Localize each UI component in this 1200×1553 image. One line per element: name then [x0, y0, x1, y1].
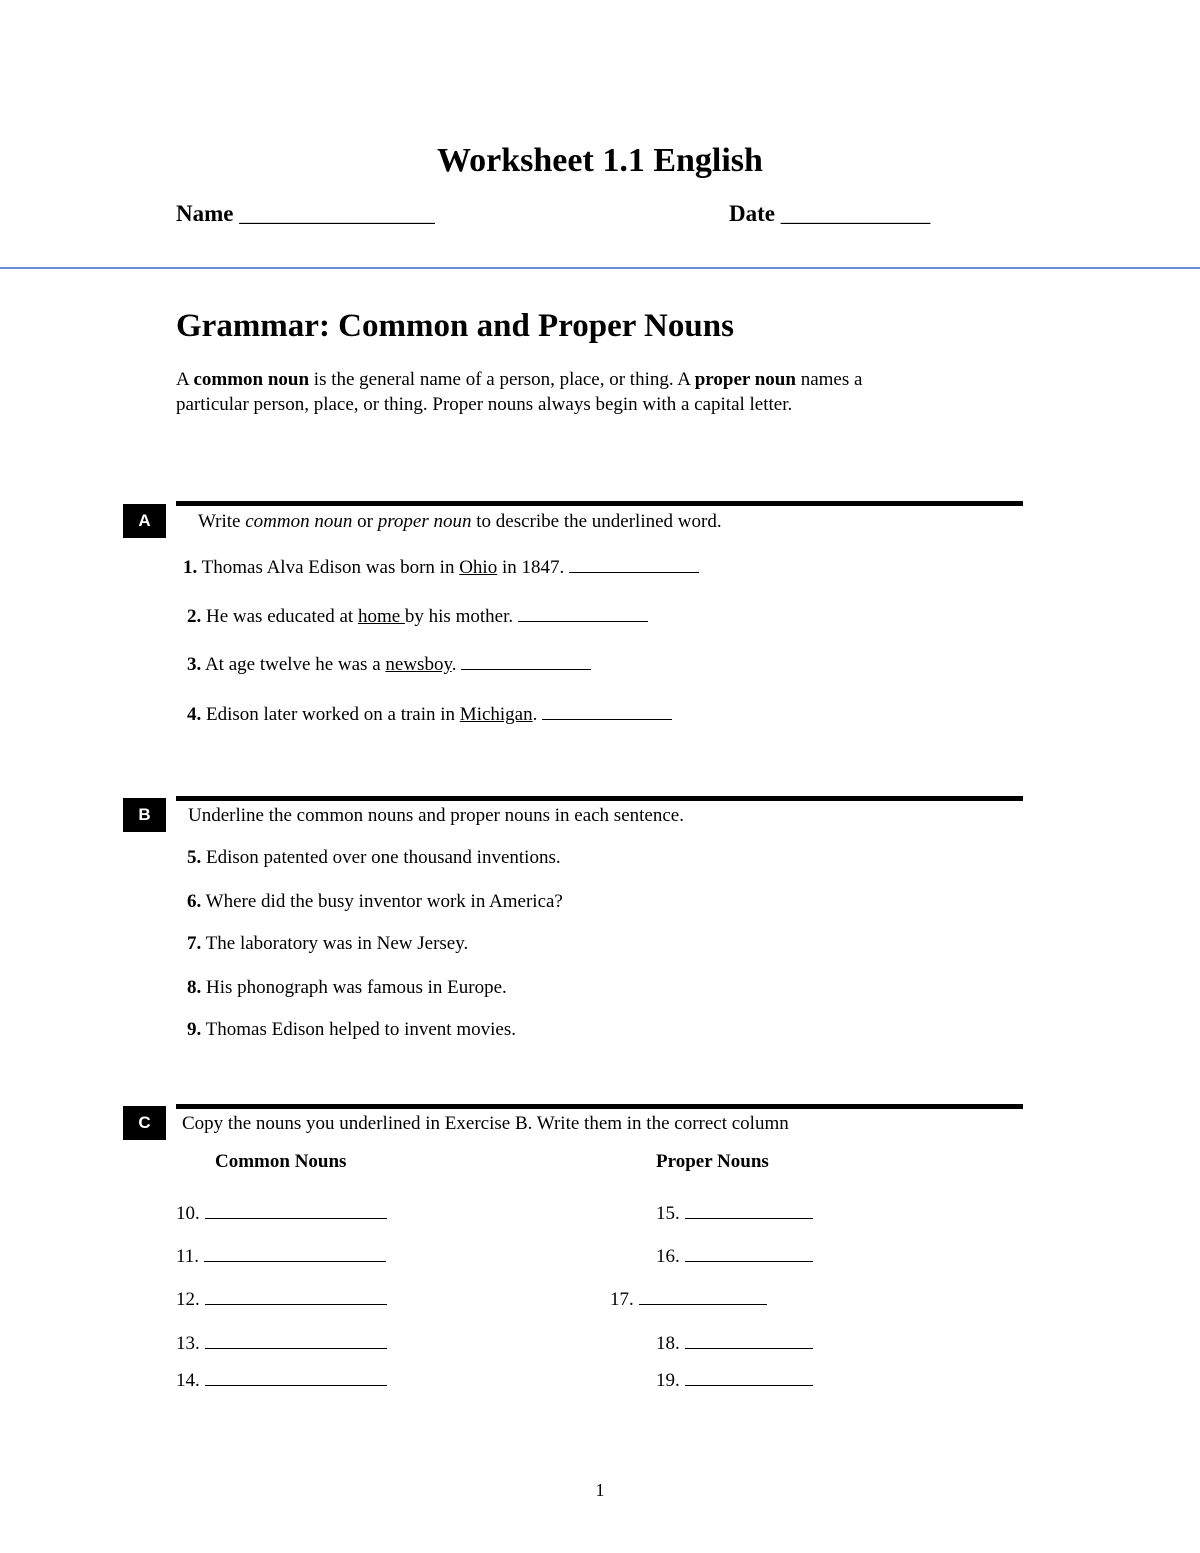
date-field[interactable] — [729, 201, 930, 227]
common-answer-14[interactable] — [176, 1367, 387, 1392]
section-a-instructions — [198, 511, 722, 533]
instr-a-text-3: to describe the underlined word. — [471, 511, 722, 532]
question-5[interactable] — [187, 847, 561, 869]
underlined-word: Michigan — [459, 704, 533, 725]
answer-number: 13. — [176, 1333, 200, 1354]
underlined-word: newsboy — [385, 654, 452, 675]
answer-blank[interactable] — [542, 701, 672, 720]
section-b-badge: B — [123, 798, 166, 832]
answer-number: 10. — [176, 1203, 200, 1224]
section-b-rule — [176, 796, 1023, 801]
question-9[interactable] — [187, 1019, 516, 1041]
answer-blank[interactable] — [685, 1200, 813, 1219]
answer-blank[interactable] — [569, 554, 699, 573]
proper-answer-18[interactable] — [656, 1330, 813, 1355]
question-text[interactable]: His phonograph was famous in Europe. — [206, 977, 507, 998]
term-proper-noun: proper noun — [694, 369, 796, 390]
question-text-end: by his mother. — [404, 606, 518, 627]
answer-number: 18. — [656, 1333, 680, 1354]
answer-blank[interactable] — [205, 1367, 387, 1386]
date-blank[interactable]: _____________ — [780, 201, 931, 226]
instr-a-common-noun: common noun — [245, 511, 353, 532]
answer-blank[interactable] — [518, 603, 648, 622]
answer-number: 16. — [656, 1246, 680, 1267]
intro-text-2: is the general name of a person, place, or thing. A — [309, 369, 695, 390]
intro-text-1: A — [176, 369, 194, 390]
question-text[interactable]: Thomas Edison helped to invent movies. — [205, 1019, 516, 1040]
question-7[interactable] — [187, 933, 468, 955]
answer-blank[interactable] — [685, 1330, 813, 1349]
instr-a-text-2: or — [352, 511, 378, 532]
question-number: 2. — [187, 606, 202, 627]
answer-number: 14. — [176, 1370, 200, 1391]
question-text-end: . — [451, 654, 462, 675]
intro-text-3: names a particular person, place, or thing. Proper nouns always begin with a capital letter. — [176, 369, 863, 415]
question-number: 3. — [187, 654, 202, 675]
question-number: 9. — [187, 1019, 202, 1040]
common-answer-12[interactable] — [176, 1286, 387, 1311]
name-field[interactable] — [176, 201, 435, 227]
question-text[interactable]: Edison patented over one thousand inventions. — [206, 847, 561, 868]
proper-answer-15[interactable] — [656, 1200, 813, 1225]
date-label: Date — [729, 201, 775, 226]
proper-answer-16[interactable] — [656, 1243, 813, 1268]
question-text: Edison later worked on a train in — [206, 704, 460, 725]
answer-number: 17. — [610, 1289, 634, 1310]
answer-blank[interactable] — [685, 1367, 813, 1386]
answer-blank[interactable] — [461, 651, 591, 670]
question-number: 5. — [187, 847, 202, 868]
answer-blank[interactable] — [639, 1286, 767, 1305]
question-3 — [187, 651, 591, 676]
answer-blank[interactable] — [205, 1200, 387, 1219]
question-number: 1. — [183, 557, 198, 578]
instr-a-proper-noun: proper noun — [377, 511, 472, 532]
common-answer-10[interactable] — [176, 1200, 387, 1225]
question-number: 8. — [187, 977, 202, 998]
name-label: Name — [176, 201, 234, 226]
answer-blank[interactable] — [205, 1286, 387, 1305]
question-number: 4. — [187, 704, 202, 725]
section-c-rule — [176, 1104, 1023, 1109]
question-text[interactable]: The laboratory was in New Jersey. — [205, 933, 469, 954]
question-1 — [183, 554, 699, 579]
header-divider — [0, 267, 1200, 269]
answer-blank[interactable] — [205, 1330, 387, 1349]
worksheet-title: Worksheet 1.1 English — [437, 142, 763, 179]
name-blank[interactable]: _________________ — [239, 201, 435, 226]
section-c-instructions: Copy the nouns you underlined in Exercise B. Write them in the correct column — [182, 1113, 789, 1134]
term-common-noun: common noun — [193, 369, 310, 390]
section-b-instructions: Underline the common nouns and proper nouns in each sentence. — [188, 805, 684, 826]
question-text-end: in 1847. — [497, 557, 569, 578]
answer-blank[interactable] — [204, 1243, 386, 1262]
proper-answer-19[interactable] — [656, 1367, 813, 1392]
proper-answer-17[interactable] — [610, 1286, 767, 1311]
question-6[interactable] — [187, 891, 563, 913]
common-nouns-heading: Common Nouns — [215, 1151, 347, 1172]
instr-a-text-1: Write — [198, 511, 246, 532]
question-text-end: . — [532, 704, 543, 725]
question-4 — [187, 701, 672, 726]
common-answer-11[interactable] — [176, 1243, 386, 1268]
question-2 — [187, 603, 648, 628]
section-a-rule — [176, 501, 1023, 506]
answer-blank[interactable] — [685, 1243, 813, 1262]
section-c-badge: C — [123, 1106, 166, 1140]
answer-number: 15. — [656, 1203, 680, 1224]
common-answer-13[interactable] — [176, 1330, 387, 1355]
answer-number: 12. — [176, 1289, 200, 1310]
question-number: 6. — [187, 891, 202, 912]
page-number: 1 — [595, 1480, 605, 1500]
answer-number: 11. — [176, 1246, 200, 1267]
question-8[interactable] — [187, 977, 507, 999]
question-number: 7. — [187, 933, 202, 954]
question-text: Thomas Alva Edison was born in — [201, 557, 460, 578]
intro-paragraph — [176, 367, 916, 417]
answer-number: 19. — [656, 1370, 680, 1391]
question-text: He was educated at — [206, 606, 358, 627]
proper-nouns-heading: Proper Nouns — [656, 1151, 769, 1172]
question-text: At age twelve he was a — [204, 654, 386, 675]
section-a-badge: A — [123, 504, 166, 538]
underlined-word: home — [357, 606, 405, 627]
question-text[interactable]: Where did the busy inventor work in America? — [205, 891, 563, 912]
section-heading: Grammar: Common and Proper Nouns — [176, 308, 734, 344]
underlined-word: Ohio — [459, 557, 498, 578]
